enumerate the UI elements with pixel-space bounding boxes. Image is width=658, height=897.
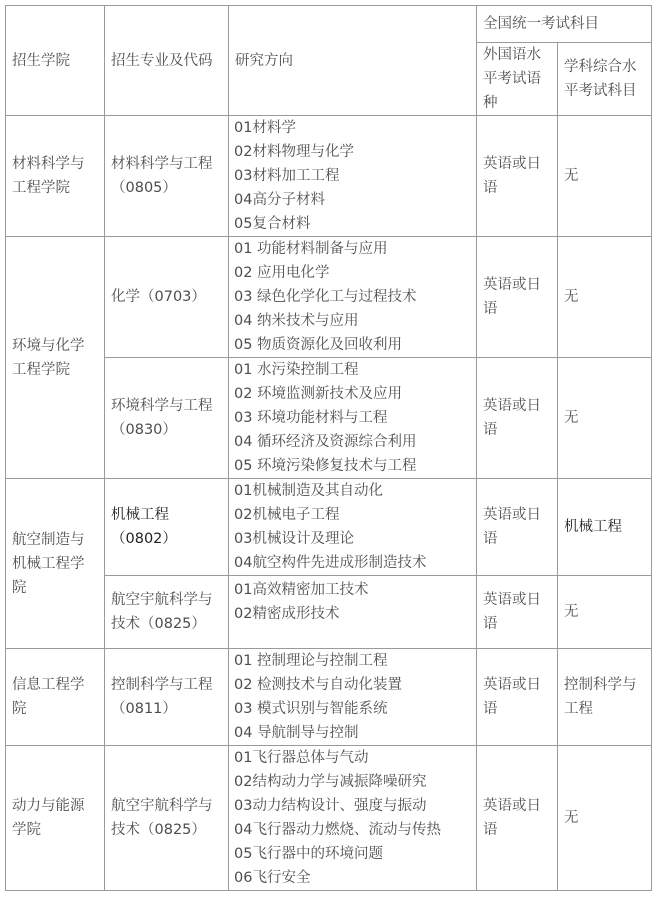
directions-cell (229, 116, 477, 237)
major-cell: 化学（0703） (105, 237, 229, 358)
language-cell: 英语或日语 (477, 479, 558, 576)
directions-cell (229, 649, 477, 746)
direction-item: 03机械设计及理论 (234, 531, 354, 547)
header-row (6, 6, 652, 43)
directions-cell (229, 358, 477, 479)
direction-item: 04航空构件先进成形制造技术 (234, 555, 427, 571)
direction-item: 04高分子材料 (234, 192, 325, 208)
direction-item: 02材料物理与化学 (234, 144, 354, 160)
major-cell: 材料科学与工程（0805） (105, 116, 229, 237)
directions-cell (229, 746, 477, 891)
directions-cell (229, 237, 477, 358)
direction-item: 04飞行器动力燃烧、流动与传热 (234, 822, 441, 838)
language-cell: 英语或日语 (477, 116, 558, 237)
direction-item: 01 功能材料制备与应用 (234, 241, 388, 257)
direction-item: 03 绿色化学化工与过程技术 (234, 289, 417, 305)
direction-item: 05 环境污染修复技术与工程 (234, 458, 417, 474)
direction-item: 02结构动力学与减振降噪研究 (234, 774, 427, 790)
major-cell: 机械工程（0802） (105, 479, 229, 576)
direction-item: 02精密成形技术 (234, 606, 340, 622)
subject-cell: 机械工程 (558, 479, 652, 576)
language-cell: 英语或日语 (477, 358, 558, 479)
table-row (6, 237, 652, 358)
direction-item: 05飞行器中的环境问题 (234, 846, 383, 862)
direction-item: 03 环境功能材料与工程 (234, 410, 388, 426)
direction-item: 01 控制理论与控制工程 (234, 653, 388, 669)
direction-item: 03 模式识别与智能系统 (234, 701, 388, 717)
major-cell: 航空宇航科学与技术（0825） (105, 576, 229, 649)
header-comprehensive: 学科综合水平考试科目 (558, 43, 652, 116)
language-cell: 英语或日语 (477, 576, 558, 649)
subject-cell: 无 (558, 237, 652, 358)
college-cell: 环境与化学工程学院 (6, 237, 105, 479)
subject-cell: 无 (558, 576, 652, 649)
major-cell: 环境科学与工程（0830） (105, 358, 229, 479)
college-cell: 材料科学与工程学院 (6, 116, 105, 237)
direction-item: 04 纳米技术与应用 (234, 313, 359, 329)
subject-cell: 无 (558, 358, 652, 479)
direction-item: 01机械制造及其自动化 (234, 483, 383, 499)
subject-cell: 控制科学与工程 (558, 649, 652, 746)
direction-item: 05复合材料 (234, 216, 311, 232)
direction-item: 02 应用电化学 (234, 265, 330, 281)
language-cell: 英语或日语 (477, 237, 558, 358)
direction-item: 01 水污染控制工程 (234, 362, 359, 378)
directions-cell (229, 576, 477, 649)
major-cell: 航空宇航科学与技术（0825） (105, 746, 229, 891)
header-college: 招生学院 (6, 6, 105, 116)
direction-item: 02 检测技术与自动化装置 (234, 677, 403, 693)
language-cell: 英语或日语 (477, 649, 558, 746)
language-cell: 英语或日语 (477, 746, 558, 891)
direction-item: 04 循环经济及资源综合利用 (234, 434, 417, 450)
major-cell: 控制科学与工程（0811） (105, 649, 229, 746)
direction-item: 04 导航制导与控制 (234, 725, 359, 741)
header-major-code: 招生专业及代码 (105, 6, 229, 116)
header-research: 研究方向 (229, 6, 477, 116)
table-row (6, 649, 652, 746)
direction-item: 01材料学 (234, 120, 296, 136)
direction-item: 01高效精密加工技术 (234, 582, 369, 598)
direction-item: 03材料加工工程 (234, 168, 340, 184)
table-row (6, 746, 652, 891)
college-cell: 动力与能源学院 (6, 746, 105, 891)
direction-item: 02 环境监测新技术及应用 (234, 386, 403, 402)
header-national-exam: 全国统一考试科目 (477, 6, 652, 43)
directions-cell (229, 479, 477, 576)
enrollment-table (5, 5, 652, 891)
direction-item: 05 物质资源化及回收利用 (234, 337, 403, 353)
table-row (6, 116, 652, 237)
college-cell: 航空制造与机械工程学院 (6, 479, 105, 649)
subject-cell: 无 (558, 116, 652, 237)
direction-item: 03动力结构设计、强度与振动 (234, 798, 427, 814)
subject-cell: 无 (558, 746, 652, 891)
direction-item: 06飞行安全 (234, 870, 311, 886)
direction-item: 02机械电子工程 (234, 507, 340, 523)
table-row (6, 479, 652, 576)
college-cell: 信息工程学院 (6, 649, 105, 746)
direction-item: 01飞行器总体与气动 (234, 750, 369, 766)
header-foreign-lang: 外国语水平考试语种 (477, 43, 558, 116)
